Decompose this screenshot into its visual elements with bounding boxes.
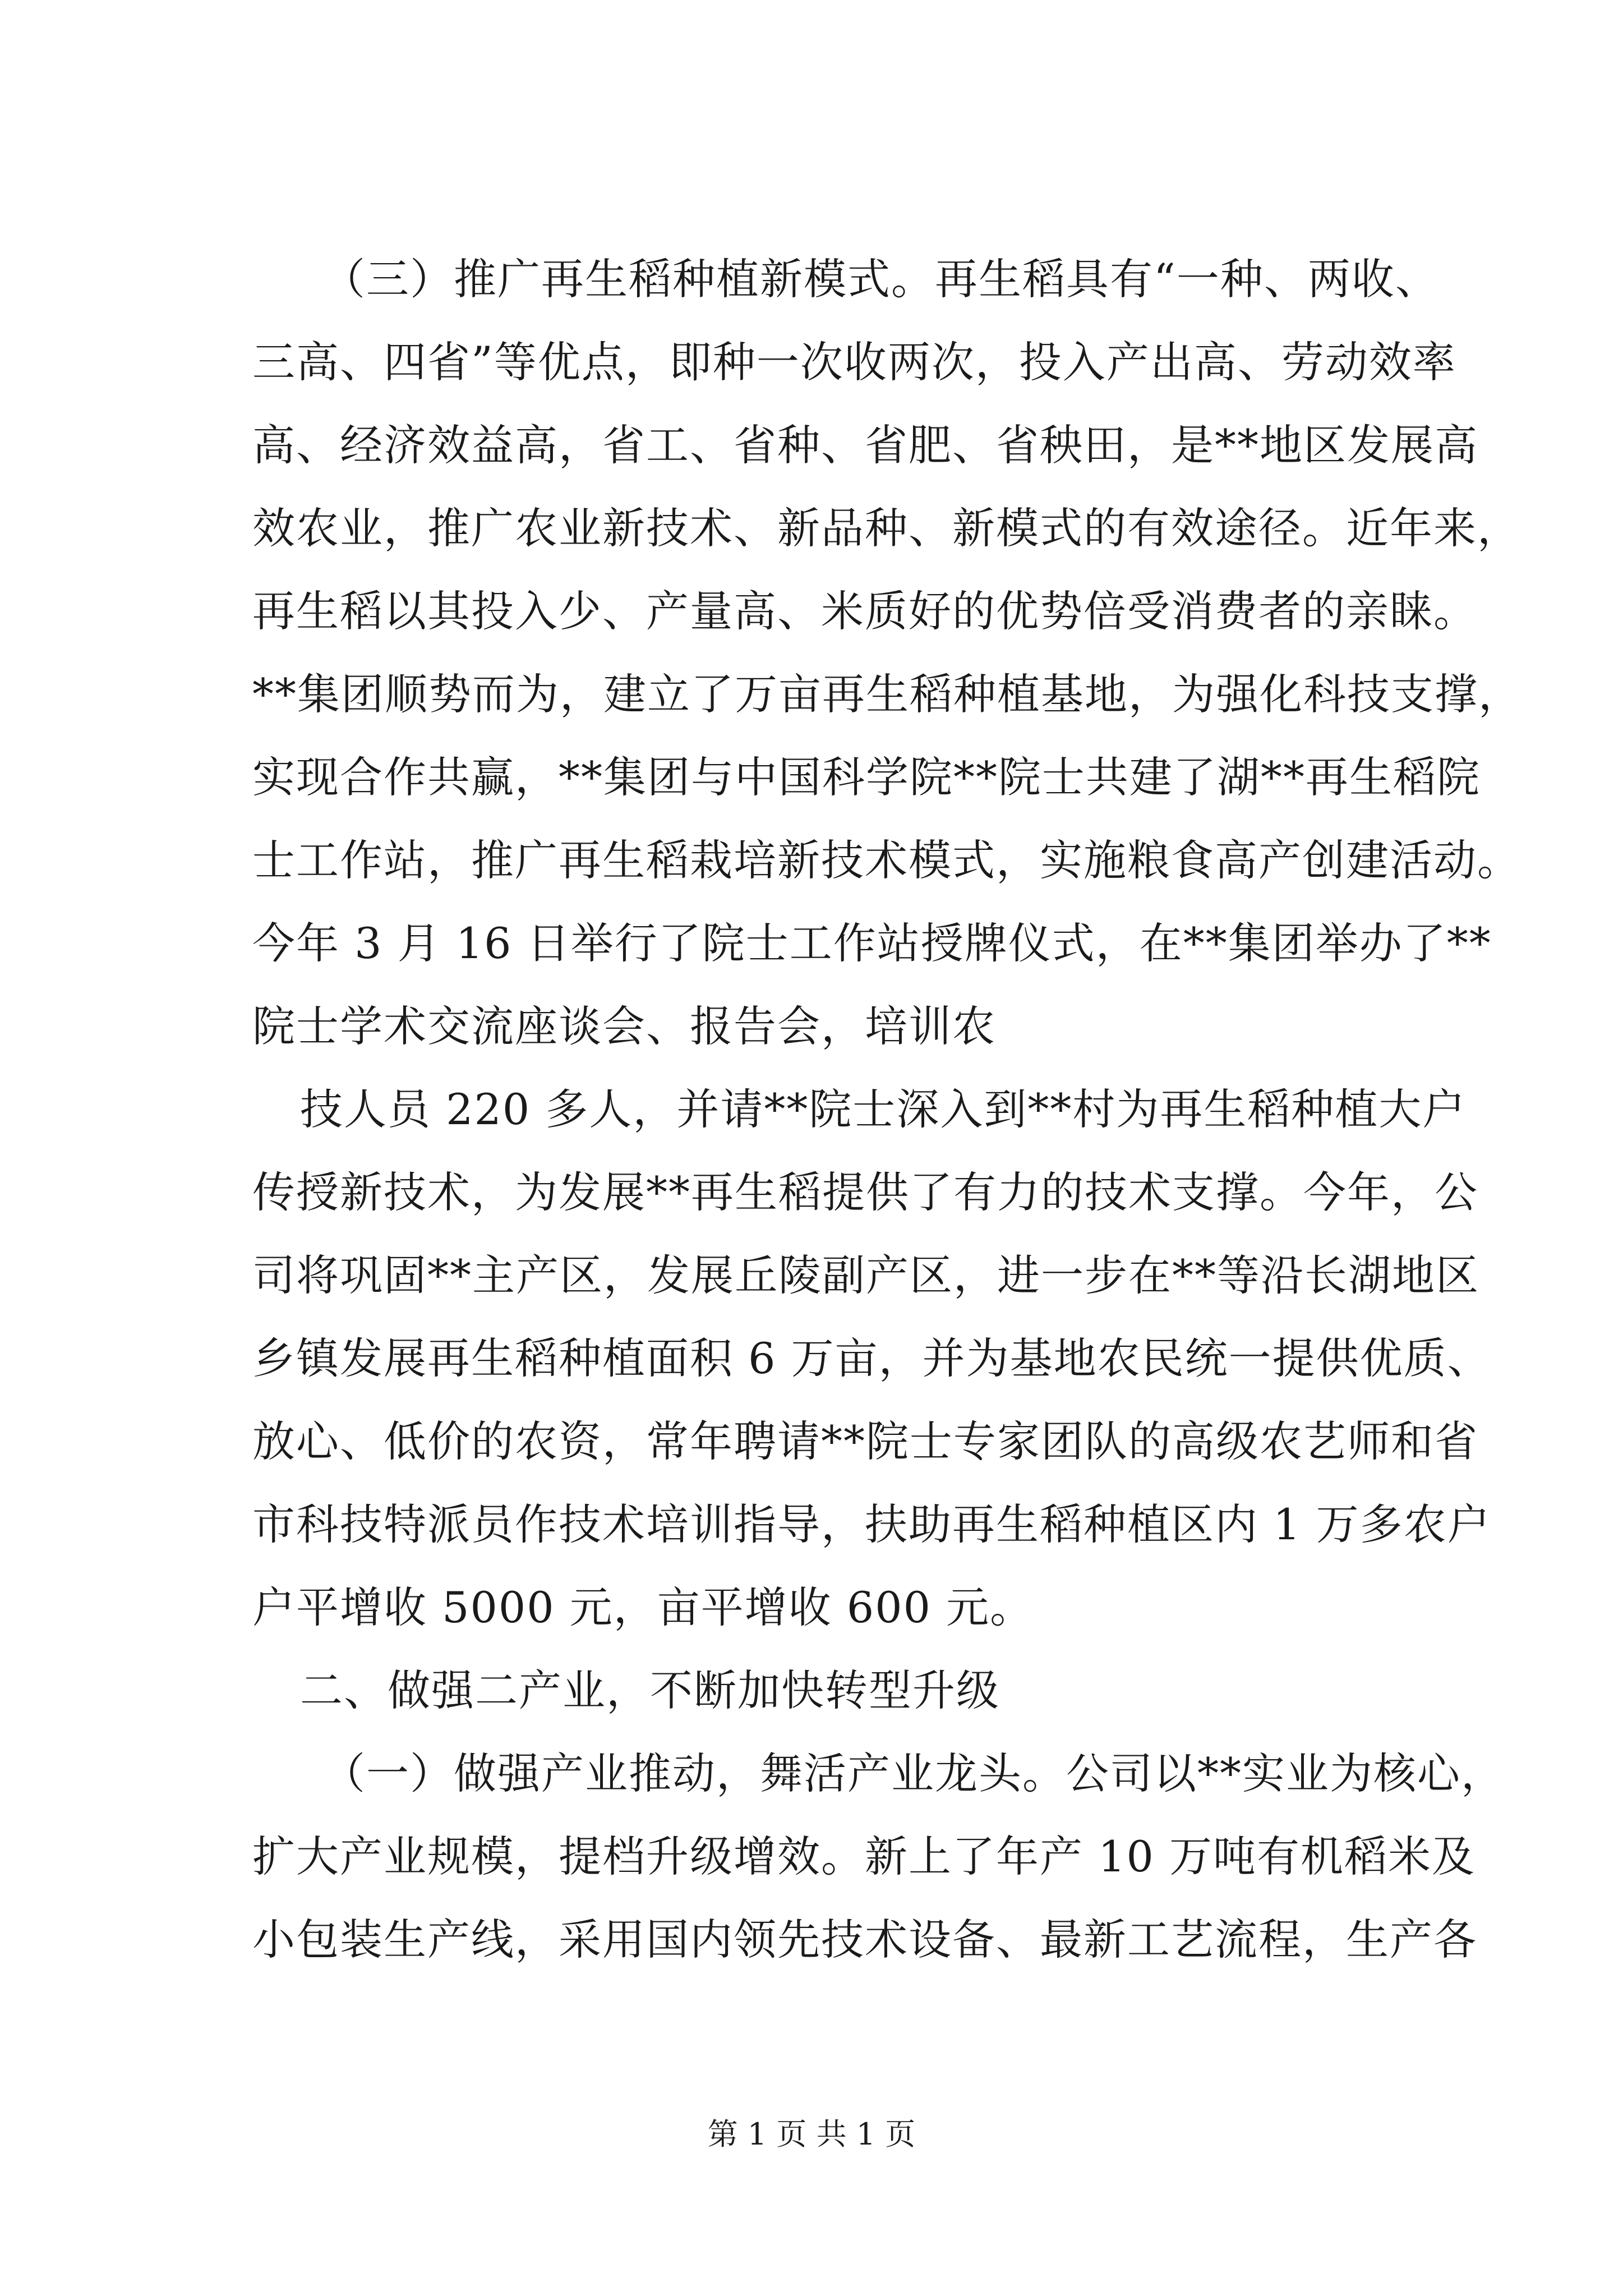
paragraph-line: 市科技特派员作技术培训指导，扶助再生稻种植区内 1 万多农户: [252, 1499, 1491, 1549]
paragraph-line: 司将巩固**主产区，发展丘陵副产区，进一步在**等沿长湖地区: [252, 1250, 1479, 1300]
paragraph-line: 高、经济效益高，省工、省种、省肥、省秧田，是**地区发展高: [252, 420, 1478, 470]
paragraph-line: **集团顺势而为，建立了万亩再生稻种植基地，为强化科技支撑，: [252, 669, 1522, 719]
paragraph-line: 士工作站，推广再生稻栽培新技术模式，实施粮食高产创建活动。: [252, 835, 1521, 885]
paragraph-line: （一）做强产业推动，舞活产业龙头。公司以**实业为核心，: [322, 1749, 1505, 1798]
paragraph-line: 效农业，推广农业新技术、新品种、新模式的有效途径。近年来，: [252, 503, 1521, 553]
paragraph-line: 院士学术交流座谈会、报告会，培训农: [252, 1001, 996, 1051]
paragraph-line: 三高、四省”等优点，即种一次收两次，投入产出高、劳动效率: [252, 337, 1456, 387]
paragraph-line: 户平增收 5000 元，亩平增收 600 元。: [252, 1582, 1034, 1632]
paragraph-line: （三）推广再生稻种植新模式。再生稻具有“一种、两收、: [322, 254, 1439, 304]
paragraph-line: 今年 3 月 16 日举行了院士工作站授牌仪式，在**集团举办了**: [252, 918, 1492, 968]
paragraph-line: 技人员 220 多人，并请**院士深入到**村为再生稻种植大户: [300, 1084, 1467, 1134]
paragraph-line: 传授新技术，为发展**再生稻提供了有力的技术支撑。今年，公: [252, 1167, 1478, 1217]
section-heading: 二、做强二产业，不断加快转型升级: [300, 1665, 1000, 1715]
paragraph-line: 小包装生产线，采用国内领先技术设备、最新工艺流程，生产各: [252, 1915, 1477, 1964]
paragraph-line: 乡镇发展再生稻种植面积 6 万亩，并为基地农民统一提供优质、: [252, 1333, 1491, 1383]
paragraph-line: 实现合作共赢，**集团与中国科学院**院士共建了湖**再生稻院: [252, 752, 1481, 802]
page-footer: 第 1 页 共 1 页: [707, 2116, 916, 2152]
paragraph-line: 扩大产业规模，提档升级增效。新上了年产 10 万吨有机稻米及: [252, 1832, 1476, 1881]
paragraph-line: 放心、低价的农资，常年聘请**院士专家团队的高级农艺师和省: [252, 1416, 1478, 1466]
paragraph-line: 再生稻以其投入少、产量高、米质好的优势倍受消费者的亲睐。: [252, 586, 1477, 636]
